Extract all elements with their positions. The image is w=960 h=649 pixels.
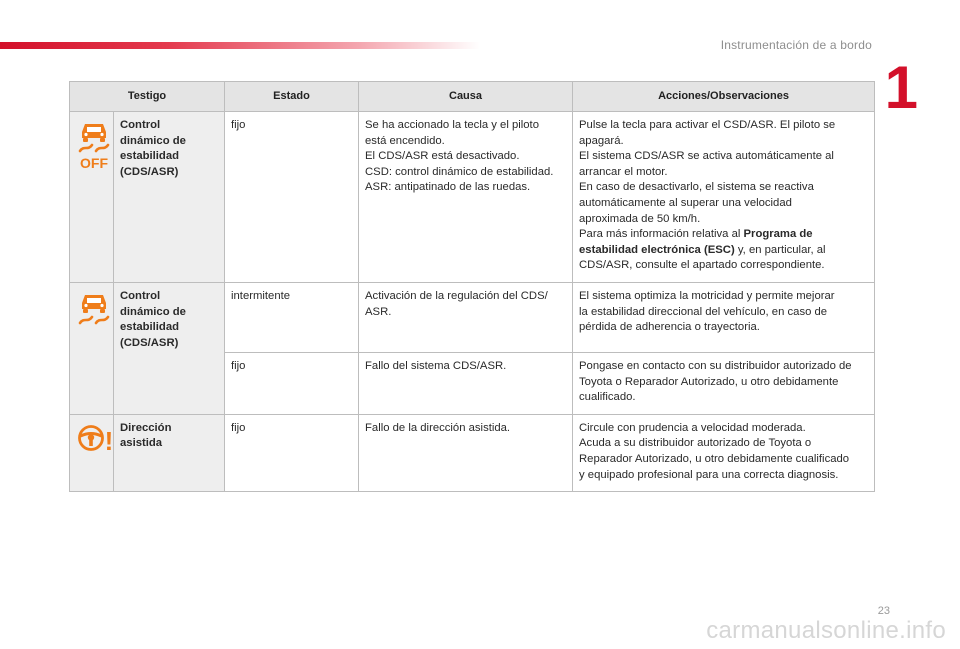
warning-name: Control dinámico de estabilidad (CDS/ASR) bbox=[114, 112, 225, 283]
column-header-acciones: Acciones/Observaciones bbox=[573, 82, 875, 112]
column-header-testigo: Testigo bbox=[70, 82, 225, 112]
stability-control-icon bbox=[76, 289, 112, 329]
icon-off-label: OFF bbox=[80, 155, 108, 170]
causa-cell: Fallo del sistema CDS/ASR. bbox=[359, 352, 573, 414]
acciones-cell: El sistema optimiza la motricidad y permite mejorar la estabilidad direccional del vehículo, en caso de pérdida de adherencia o trayectoria. bbox=[573, 282, 875, 352]
acciones-cell bbox=[573, 112, 875, 283]
watermark: carmanualsonline.info bbox=[706, 617, 946, 644]
estado-cell: fijo bbox=[225, 414, 359, 491]
column-header-causa: Causa bbox=[359, 82, 573, 112]
acciones-link-text: Programa de estabilidad electrónica (ESC) bbox=[579, 228, 813, 256]
acciones-text: Pulse la tecla para activar el CSD/ASR. El piloto se apagará. El sistema CDS/ASR se activa automáticamente al arrancar el motor. En caso de desactivarlo, el sistema se reactiva automáticamente al superar una velocidad aproximada de 50 km/h. Para más información relativa al bbox=[579, 119, 836, 241]
acciones-cell: Circule con prudencia a velocidad moderada. Acuda a su distribuidor autorizado de Toyota o Reparador Autorizado, u otro debidamente cualificado y equipado profesional para una correcta diagnosis. bbox=[573, 414, 875, 491]
estado-cell: fijo bbox=[225, 352, 359, 414]
causa-cell: Se ha accionado la tecla y el piloto está encendido. El CDS/ASR está desactivado. CSD: control dinámico de estabilidad. ASR: antipatinado de las ruedas. bbox=[359, 112, 573, 283]
stability-control-off-icon bbox=[76, 118, 112, 170]
chapter-number: 1 bbox=[884, 54, 918, 121]
chapter-title: Instrumentación de a bordo bbox=[720, 38, 872, 52]
table-row bbox=[70, 112, 875, 283]
warning-name: Dirección asistida bbox=[114, 414, 225, 491]
page-number: 23 bbox=[877, 605, 890, 617]
header-accent-bar bbox=[0, 42, 480, 49]
warning-name: Control dinámico de estabilidad (CDS/ASR) bbox=[114, 282, 225, 414]
causa-cell: Activación de la regulación del CDS/ ASR. bbox=[359, 282, 573, 352]
table-row bbox=[70, 282, 875, 352]
acciones-text-end: y, en particular, al CDS/ASR, consulte el apartado correspondiente. bbox=[579, 243, 826, 272]
estado-cell: intermitente bbox=[225, 282, 359, 352]
warning-lights-table bbox=[69, 81, 875, 492]
icon-cell bbox=[70, 112, 114, 283]
icon-cell bbox=[70, 282, 114, 414]
acciones-cell: Pongase en contacto con su distribuidor autorizado de Toyota o Reparador Autorizado, u otro debidamente cualificado. bbox=[573, 352, 875, 414]
table-row bbox=[70, 414, 875, 491]
estado-cell: fijo bbox=[225, 112, 359, 283]
icon-cell bbox=[70, 414, 114, 491]
causa-cell: Fallo de la dirección asistida. bbox=[359, 414, 573, 491]
power-steering-warning-icon bbox=[76, 421, 114, 455]
column-header-estado: Estado bbox=[225, 82, 359, 112]
exclamation-mark: ! bbox=[104, 425, 114, 455]
table-header-row bbox=[70, 82, 875, 112]
